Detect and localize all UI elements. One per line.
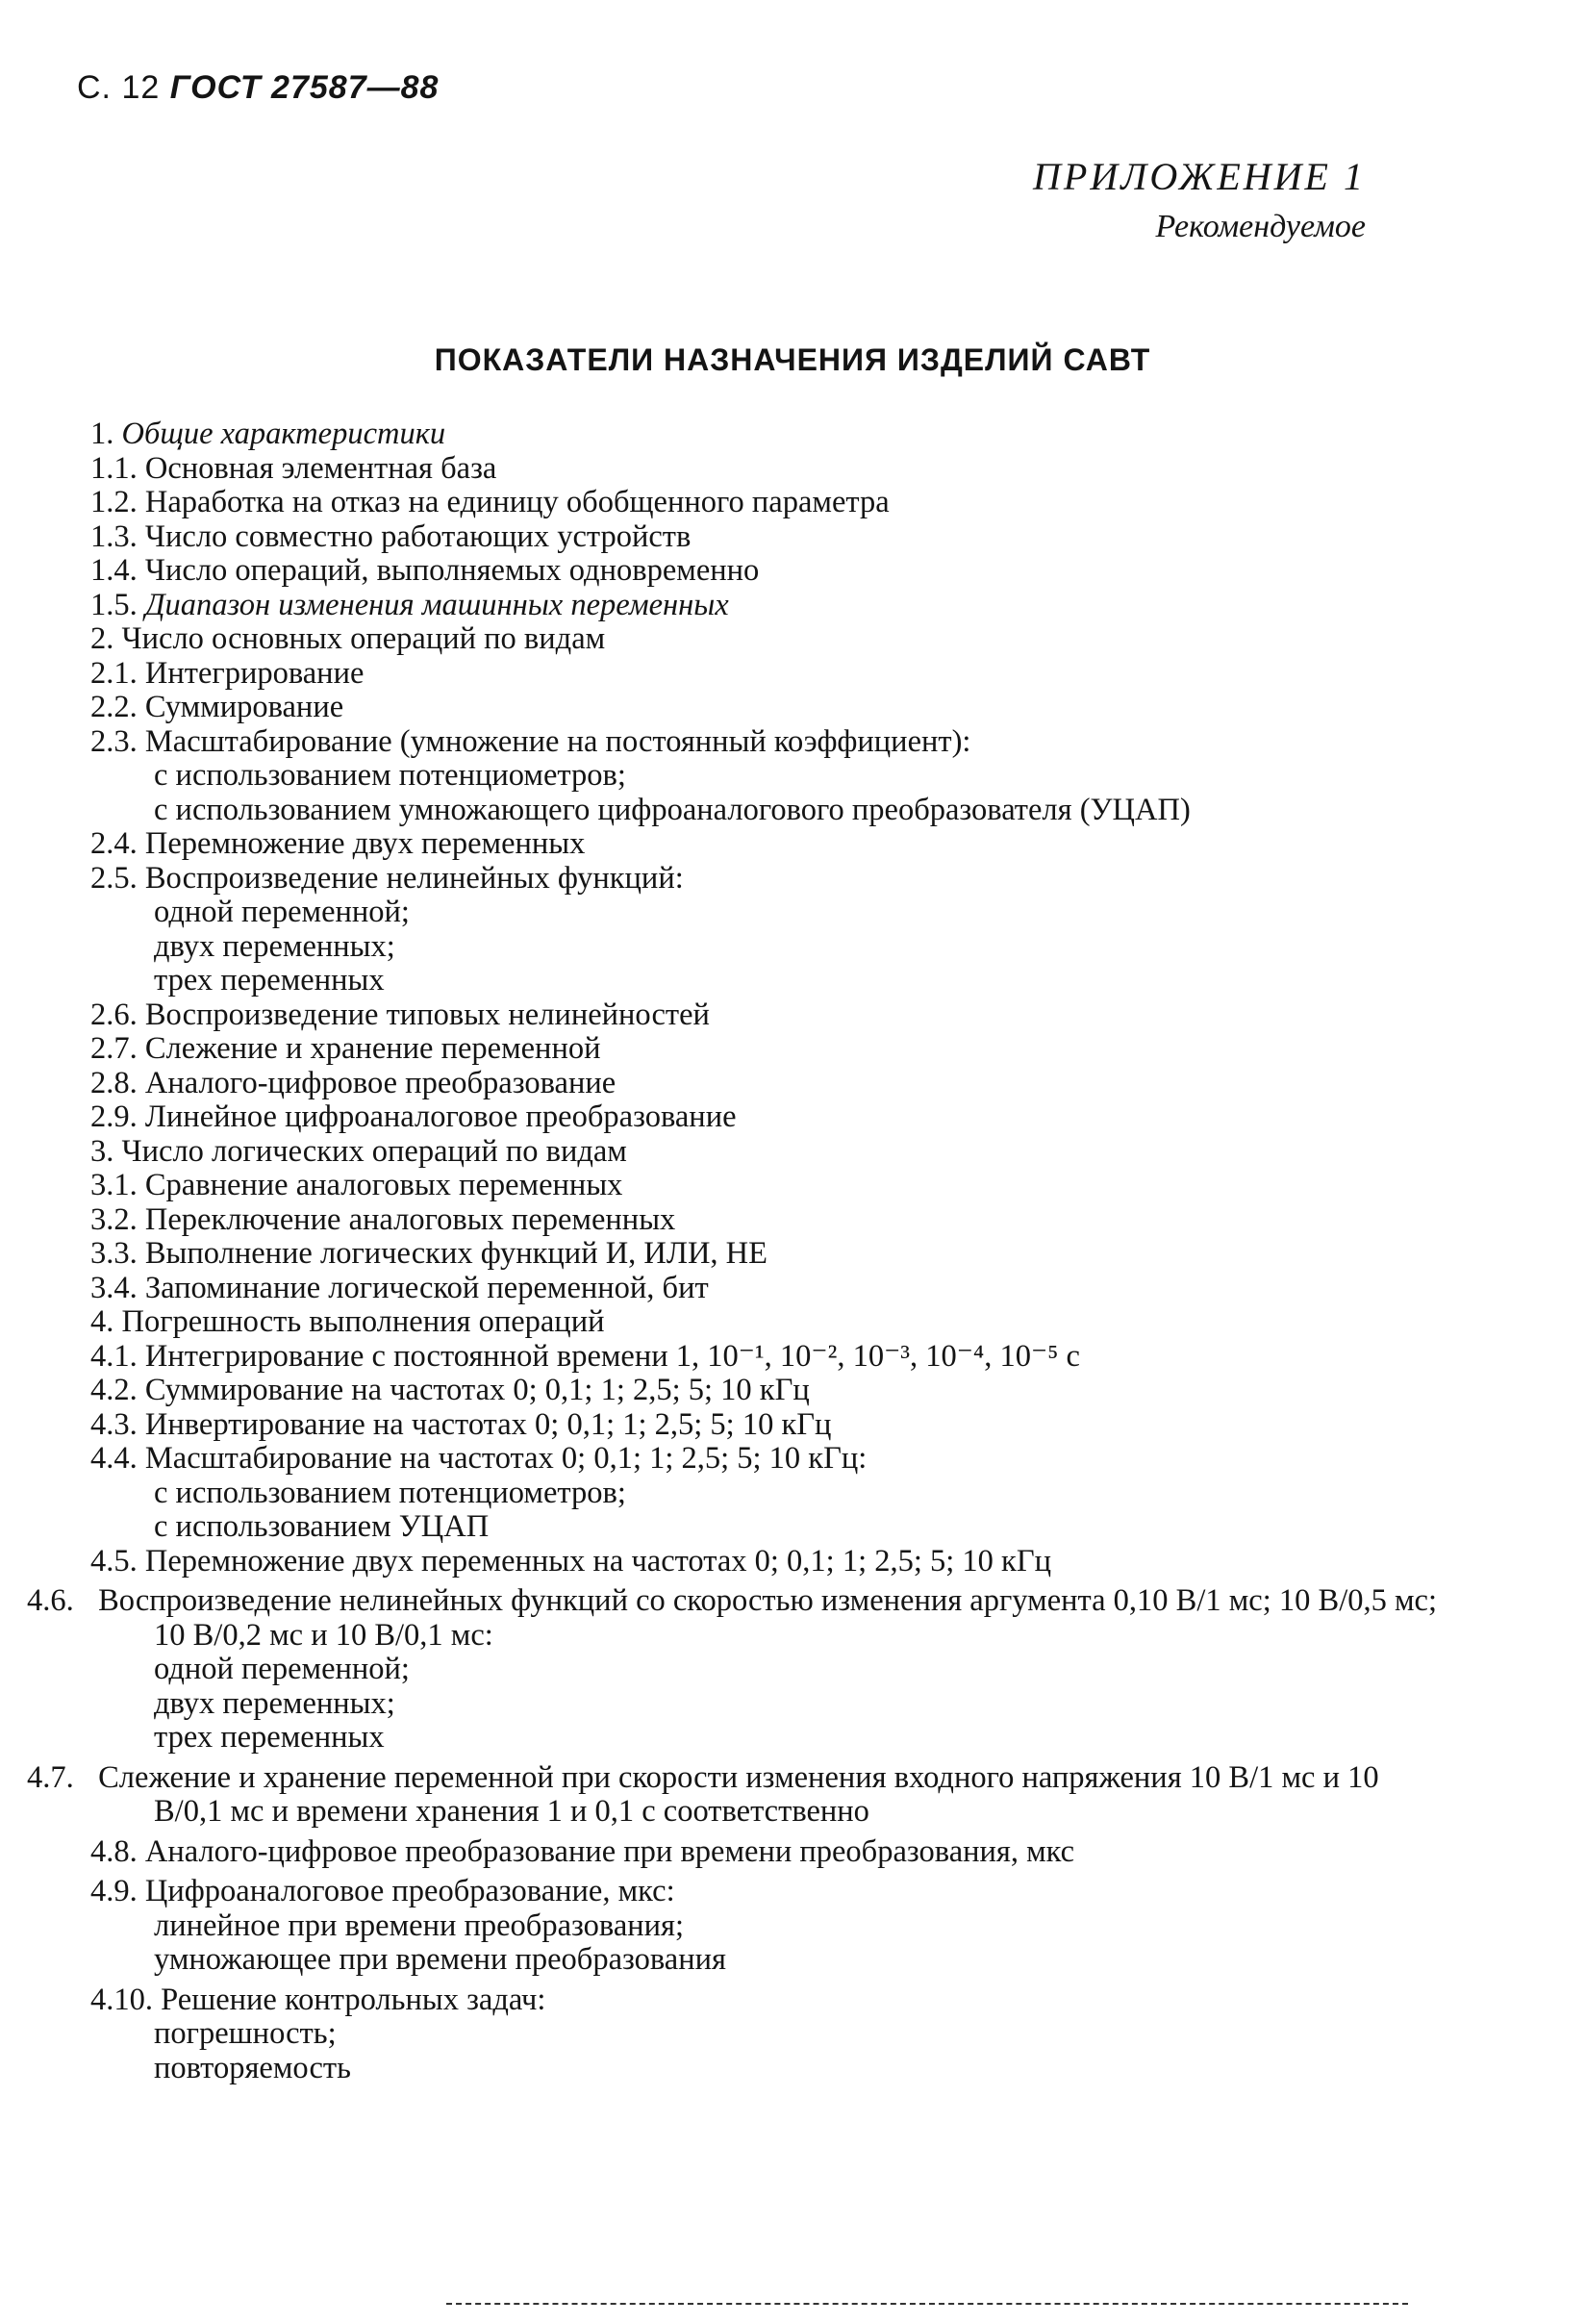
item-number: 1.: [90, 417, 114, 451]
item-text: Интегрирование с постоянной времени 1, 10⁻¹, 10⁻², 10⁻³, 10⁻⁴, 10⁻⁵ с: [144, 1338, 1080, 1374]
item-number: 3.1.: [90, 1168, 138, 1202]
item-text: Перемножение двух переменных: [144, 826, 586, 861]
list-item: [90, 1135, 1437, 1170]
item-number: 1.5.: [90, 587, 138, 622]
item-number: 4.: [90, 1304, 114, 1339]
item-text: Инвертирование на частотах 0; 0,1; 1; 2,5; 5; 10 кГц: [144, 1406, 832, 1442]
list-item: [90, 1983, 1437, 2018]
item-number: 4.8.: [90, 1833, 138, 1869]
list-item: [90, 520, 1437, 555]
list-item: [90, 1909, 1437, 1944]
list-item: [90, 998, 1437, 1033]
item-text: Аналого-цифровое преобразование при времени преобразования, мкс: [144, 1833, 1075, 1869]
item-text: Запоминание логической переменной, бит: [144, 1270, 709, 1305]
list-item: [90, 657, 1437, 692]
item-number: 2.6.: [90, 997, 138, 1032]
item-number: 2.1.: [90, 655, 138, 691]
item-text: двух переменных;: [154, 1685, 395, 1721]
list-item: [90, 1340, 1437, 1375]
page-header: [77, 69, 439, 107]
list-item: [90, 1875, 1437, 1909]
item-text: Масштабирование (умножение на постоянный коэффициент):: [144, 723, 971, 759]
item-text: Число логических операций по видам: [121, 1133, 627, 1169]
item-number: 4.10.: [90, 1982, 153, 2017]
footer-rule: [446, 2303, 1408, 2305]
item-text: с использованием УЦАП: [154, 1509, 490, 1544]
list-item: 4.6. Воспроизведение нелинейных функций со скоростью изменения аргумента 0,10 В/1 мс; 10 В/0,5 мс; 10 В/0,2 мс и 10 В/0,1 мс:: [27, 1583, 1437, 1653]
item-number: 2.4.: [90, 826, 138, 861]
item-text: Воспроизведение нелинейных функций со скоростью изменения аргумента 0,10 В/1 мс; 10 В/0,5 мс; 10 В/0,2 мс и 10 В/0,1 мс:: [98, 1583, 1437, 1653]
item-text: одной переменной;: [154, 895, 410, 929]
list-item: [90, 554, 1437, 589]
item-text: Сравнение аналоговых переменных: [144, 1168, 623, 1202]
item-number: 1.3.: [90, 518, 138, 554]
item-text: с использованием умножающего цифроаналогового преобразователя (УЦАП): [154, 792, 1191, 827]
item-number: 4.1.: [90, 1338, 138, 1374]
list-item: [90, 1721, 1437, 1756]
list-item: [90, 1943, 1437, 1978]
item-text: Решение контрольных задач:: [161, 1982, 546, 2017]
list-item: [90, 1272, 1437, 1306]
list-item: [90, 759, 1437, 794]
list-item: [90, 2052, 1437, 2086]
item-text: Масштабирование на частотах 0; 0,1; 1; 2,5; 5; 10 кГц:: [144, 1441, 868, 1476]
item-text: Общие характеристики: [121, 417, 446, 451]
list-item: [90, 827, 1437, 862]
list-item: [90, 1408, 1437, 1443]
item-text: Выполнение логических функций И, ИЛИ, НЕ: [144, 1236, 767, 1271]
item-number: 1.4.: [90, 553, 138, 588]
list-item: [90, 1835, 1437, 1870]
item-number: 3.4.: [90, 1270, 138, 1305]
item-text: Воспроизведение нелинейных функций:: [144, 860, 684, 896]
list-item: [90, 1477, 1437, 1511]
item-text: Аналого-цифровое преобразование: [144, 1065, 616, 1100]
page-number: С. 12: [77, 69, 161, 106]
item-number: 4.4.: [90, 1441, 138, 1476]
list-item: [90, 2017, 1437, 2052]
item-text: Наработка на отказ на единицу обобщенного параметра: [144, 485, 890, 519]
item-text: Число совместно работающих устройств: [144, 518, 692, 554]
item-text: линейное при времени преобразования;: [154, 1907, 685, 1943]
list-item: [90, 417, 1437, 452]
list-item: [90, 1687, 1437, 1722]
list-item: [90, 1653, 1437, 1687]
list-item: [90, 691, 1437, 725]
item-text: Диапазон изменения машинных переменных: [144, 587, 729, 622]
item-text: Слежение и хранение переменной при скорости изменения входного напряжения 10 В/1 мс и 10 В/0,1 мс и времени хранения 1 и 0,1 с соответственно: [98, 1759, 1379, 1829]
list-item: [90, 1374, 1437, 1408]
item-number: 4.9.: [90, 1874, 138, 1908]
appendix-title: ПРИЛОЖЕНИЕ 1: [1033, 155, 1366, 198]
item-number: 1.2.: [90, 485, 138, 519]
list-item: [90, 896, 1437, 930]
list-item: [90, 862, 1437, 897]
item-number: 2.3.: [90, 723, 138, 759]
item-text: Суммирование: [144, 690, 344, 724]
item-text: Погрешность выполнения операций: [121, 1304, 605, 1339]
item-number: 3.: [90, 1133, 114, 1169]
item-text: трех переменных: [154, 963, 385, 998]
item-number: 2.9.: [90, 1099, 138, 1134]
list-item: [90, 589, 1437, 623]
list-item: [90, 964, 1437, 998]
list-item: [90, 1032, 1437, 1067]
item-number: 4.2.: [90, 1373, 138, 1407]
item-text: с использованием потенциометров;: [154, 758, 626, 793]
list-item: [90, 1305, 1437, 1340]
list-item: [90, 1067, 1437, 1101]
item-text: трех переменных: [154, 1720, 385, 1755]
item-number: 2.: [90, 621, 114, 656]
list-item: [90, 725, 1437, 760]
list-item: [90, 794, 1437, 828]
item-number: 2.7.: [90, 1031, 138, 1066]
appendix-subtitle: Рекомендуемое: [1155, 209, 1366, 244]
item-text: одной переменной;: [154, 1652, 410, 1686]
item-text: Линейное цифроаналоговое преобразование: [144, 1099, 737, 1134]
list-item: [90, 1169, 1437, 1203]
item-number: 3.3.: [90, 1236, 138, 1271]
item-text: Суммирование на частотах 0; 0,1; 1; 2,5; 5; 10 кГц: [144, 1373, 810, 1407]
list-item: [90, 1100, 1437, 1135]
list-item: 4.7. Слежение и хранение переменной при скорости изменения входного напряжения 10 В/1 мс и 10 В/0,1 мс и времени хранения 1 и 0,1 с соответственно: [27, 1759, 1379, 1829]
item-text: Число основных операций по видам: [121, 621, 606, 656]
item-number: 3.2.: [90, 1201, 138, 1237]
item-text: Цифроаналоговое преобразование, мкс:: [144, 1874, 675, 1908]
item-number: 1.1.: [90, 450, 138, 486]
list-item: [90, 1442, 1437, 1477]
item-text: Основная элементная база: [144, 450, 497, 486]
list-item: [90, 452, 1437, 487]
item-text: с использованием потенциометров;: [154, 1475, 626, 1510]
item-text: умножающее при времени преобразования: [154, 1942, 726, 1977]
list-item: [90, 1203, 1437, 1238]
list-item: [90, 1510, 1437, 1545]
item-text: Перемножение двух переменных на частотах 0; 0,1; 1; 2,5; 5; 10 кГц: [144, 1543, 1052, 1579]
item-text: Воспроизведение типовых нелинейностей: [144, 997, 710, 1032]
list-item: [90, 622, 1437, 657]
item-text: Интегрирование: [144, 655, 365, 691]
list-item: [90, 1237, 1437, 1272]
list-item: [90, 1545, 1437, 1579]
item-text: Число операций, выполняемых одновременно: [144, 553, 760, 588]
item-number: 2.5.: [90, 860, 138, 896]
item-text: Слежение и хранение переменной: [144, 1031, 601, 1066]
item-text: двух переменных;: [154, 928, 395, 964]
appendix-block: [1033, 154, 1366, 245]
item-text: погрешность;: [154, 2016, 337, 2051]
item-number: 2.2.: [90, 690, 138, 724]
item-text: Переключение аналоговых переменных: [144, 1201, 676, 1237]
list-item: [90, 930, 1437, 965]
standard-designation: ГОСТ 27587—88: [169, 69, 440, 106]
indicator-list: [27, 417, 1437, 2085]
item-number: 4.5.: [90, 1543, 138, 1579]
document-title: ПОКАЗАТЕЛИ НАЗНАЧЕНИЯ ИЗДЕЛИЙ САВТ: [434, 342, 1151, 377]
item-number: 2.8.: [90, 1065, 138, 1100]
item-number: 4.3.: [90, 1406, 138, 1442]
item-text: повторяемость: [154, 2050, 351, 2085]
list-item: [90, 486, 1437, 520]
